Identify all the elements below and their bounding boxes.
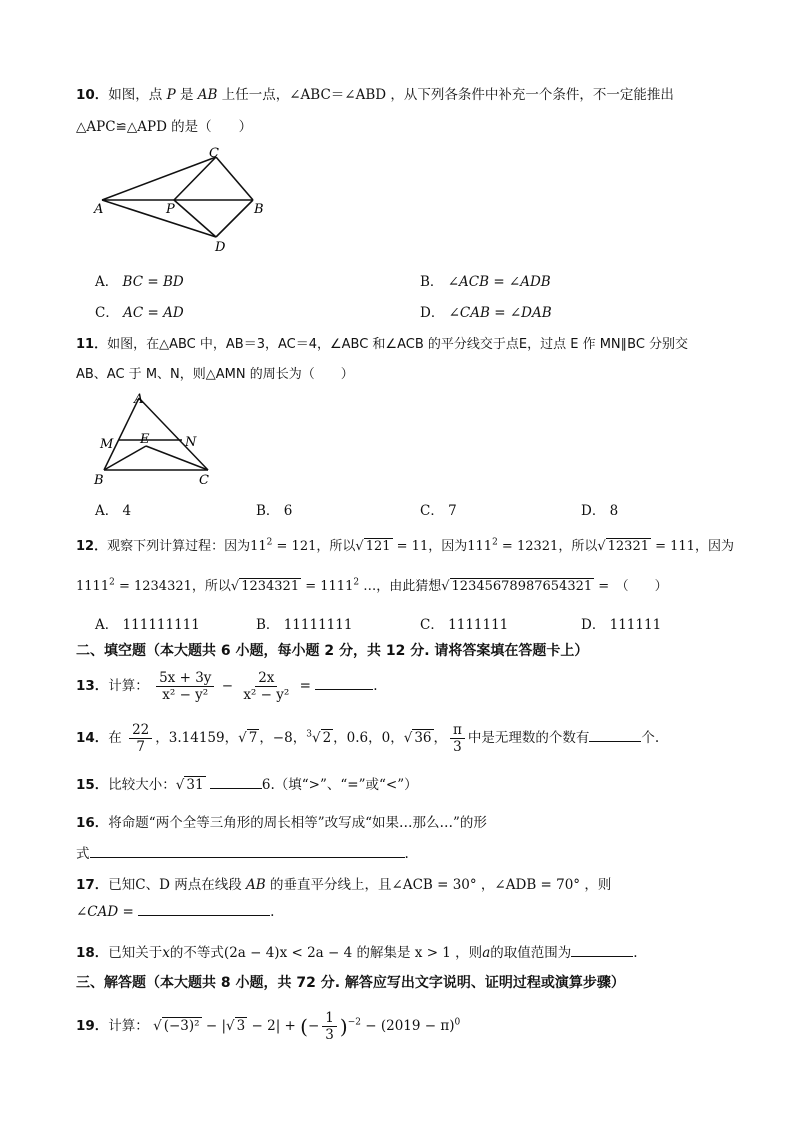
q14: 14．在 $\frac{22}{7}$ ，3.14159，√ 7 ，−8，$^3$√ 2 ，0.6，0，√ 36 ， $\frac{\pi}{3}$ 中是无理数的个数有 个. (76, 722, 660, 755)
q11-option-d: D． 8 (581, 503, 619, 519)
q12-line2: $1111^2 = 1234321$，所以√ $1234321 = 1111^2$ …，由此猜想√ 12345678987654321 = （ ） (76, 577, 668, 594)
q11-line1: 11．如图，在△ABC 中，AB＝3，AC＝4，∠ABC 和∠ACB 的平分线交于点E，过点 E 作 MN∥BC 分别交 (76, 337, 689, 352)
q10-number: 10． (76, 87, 109, 103)
fig10-label-c: C (209, 146, 219, 161)
fig11-label-b: B (94, 473, 104, 488)
q18-answer-blank[interactable] (571, 956, 633, 957)
q15: 15．比较大小：√ 31 6.（填“>”、“=”或“<”） (76, 777, 418, 793)
q11-number: 11． (76, 337, 108, 352)
q12-option-a: A． 111111111 (95, 617, 200, 633)
q11-line2: AB、AC 于 M、N，则△AMN 的周长为（ ） (76, 367, 354, 382)
q10-option-d: D． ∠CAB = ∠DAB (420, 305, 552, 321)
fig10-label-b: B (254, 202, 264, 217)
q10-option-b: B． ∠ACB = ∠ADB (420, 274, 551, 290)
fig11-label-m: M (100, 437, 114, 452)
q17-answer-blank[interactable] (138, 915, 270, 916)
q17-line2: ∠CAD = . (76, 904, 275, 920)
q16-line2: 式 . (76, 846, 409, 862)
q11-option-b: B． 6 (256, 503, 293, 519)
q15-answer-blank[interactable] (210, 788, 262, 789)
q10-line2: △APC≌△APD 的是（ ） (76, 119, 253, 135)
fig11-label-c: C (199, 473, 209, 488)
q17-line1: 17．已知C、D 两点在线段 AB 的垂直平分线上，且∠ACB = 30° ，∠ADB = 70° ，则 (76, 877, 612, 893)
fig10-label-a: A (94, 202, 104, 217)
fig10-label-d: D (215, 240, 226, 255)
q12-option-d: D． 111111 (581, 617, 662, 633)
fig11-label-n: N (185, 435, 197, 450)
q11-figure (92, 388, 222, 490)
q12-option-b: B． 11111111 (256, 617, 353, 633)
q11-option-a: A． 4 (95, 503, 132, 519)
section-2-heading: 二、填空题（本大题共 6 小题，每小题 2 分，共 12 分. 请将答案填在答题卡上） (76, 643, 589, 659)
q14-answer-blank[interactable] (589, 741, 641, 742)
q10-line1: 10．如图，点 P 是 AB 上任一点，∠ABC＝∠ABD ，从下列各条件中补充一个条件，不一定能推出 (76, 87, 674, 103)
fig11-label-e: E (140, 432, 150, 447)
q16-answer-blank[interactable] (90, 857, 405, 858)
q12-option-c: C． 1111111 (420, 617, 509, 633)
fig10-label-p: P (166, 202, 175, 217)
q18: 18．已知关于x的不等式(2a − 4)x < 2a − 4 的解集是 x > 1 ，则a的取值范围为 . (76, 945, 638, 961)
q12-line1: 12．观察下列计算过程：因为$11^2 = 121$，所以√ 121 = 11，因为$111^2 = 12321$，所以√ 12321 = 111，因为 (76, 537, 734, 554)
q10-figure (88, 145, 278, 255)
q13-fraction-1: $\frac{5x + 3y}{\text{x² − y²}}$ (156, 670, 214, 703)
q16-line1: 16．将命题“两个全等三角形的周长相等”改写成“如果…那么…”的形 (76, 815, 487, 831)
q10-option-a: A． BC = BD (95, 274, 184, 290)
section-3-heading: 三、解答题（本大题共 8 小题，共 72 分. 解答应写出文字说明、证明过程或演算步骤） (76, 975, 625, 991)
q13: 13．计算： $\frac{5x + 3y}{\text{x² − y²}}$ − $\frac{2x}{\text{x² − y²}}$ = . (76, 670, 378, 703)
fig11-label-a: A (134, 392, 144, 407)
q13-fraction-2: $\frac{2x}{\text{x² − y²}}$ (243, 670, 290, 703)
q19: 19．计算： √ (−3)² − |√ 3 − 2| + (− $\frac{1}{3}$ )$^{-2} - (2019 - \pi)^0$ (76, 1010, 461, 1043)
q11-option-c: C． 7 (420, 503, 457, 519)
q10-option-c: C． AC = AD (95, 305, 184, 321)
q13-answer-blank[interactable] (315, 689, 373, 690)
